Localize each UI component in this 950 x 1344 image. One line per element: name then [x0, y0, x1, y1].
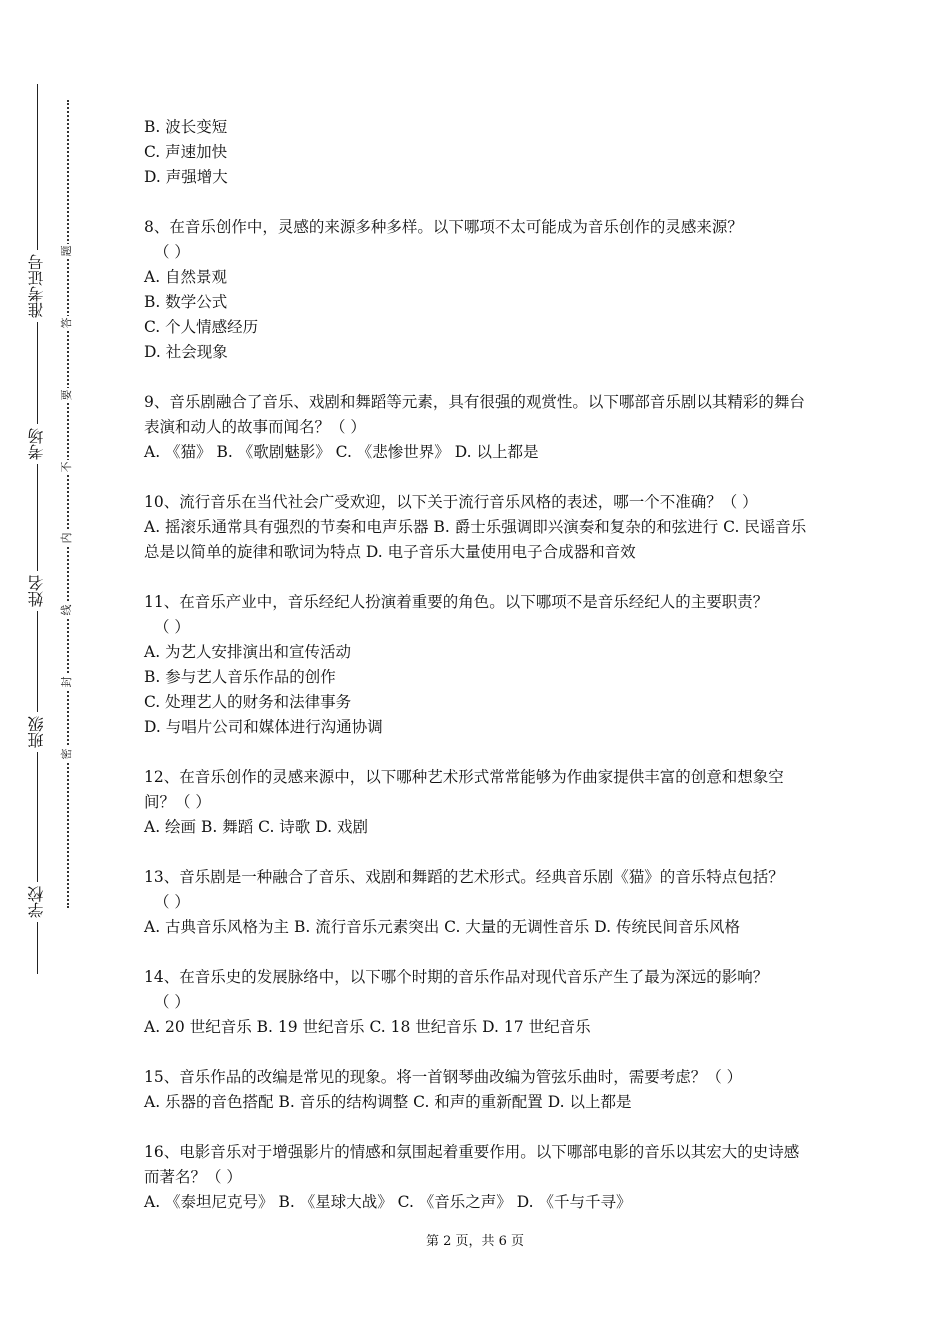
- question-7-continued: [144, 115, 814, 190]
- answer-blank: （ ）: [154, 993, 190, 1011]
- binding-dotted-line: [67, 100, 69, 908]
- question-10: [144, 490, 814, 565]
- field-class-label: 班级: [23, 712, 51, 752]
- option-b: B. 参与艺人音乐作品的创作: [144, 668, 336, 686]
- answer-blank: （ ）: [154, 618, 190, 636]
- question-list: [144, 115, 814, 1215]
- page-footer: 第 2 页，共 6 页: [425, 1234, 525, 1249]
- question-12: [144, 765, 814, 840]
- seal-char: 要: [60, 389, 73, 401]
- field-school-label: 学校: [23, 882, 51, 922]
- options-inline: A. 摇滚乐通常具有强烈的节奏和电声乐器 B. 爵士乐强调即兴演奏和复杂的和弦进行 C. 民谣音乐总是以简单的旋律和歌词为特点 D. 电子音乐大量使用电子合成器和音效: [144, 518, 807, 561]
- option-c: C. 处理艺人的财务和法律事务: [144, 693, 352, 711]
- question-text: 13、音乐剧是一种融合了音乐、戏剧和舞蹈的艺术形式。经典音乐剧《猫》的音乐特点包括？: [144, 868, 784, 886]
- question-16: [144, 1140, 814, 1215]
- options-inline: A. 20 世纪音乐 B. 19 世纪音乐 C. 18 世纪音乐 D. 17 世纪音乐: [144, 1018, 591, 1036]
- options-inline: A. 《泰坦尼克号》 B. 《星球大战》 C. 《音乐之声》 D. 《千与千寻》: [144, 1193, 632, 1211]
- seal-char: 不: [60, 461, 73, 473]
- question-text: 11、在音乐产业中，音乐经纪人扮演着重要的角色。以下哪项不是音乐经纪人的主要职责？: [144, 593, 769, 611]
- question-text: 12、在音乐创作的灵感来源中，以下哪种艺术形式常常能够为作曲家提供丰富的创意和想象空间？（ ）: [144, 768, 784, 811]
- question-text: 15、音乐作品的改编是常见的现象。将一首钢琴曲改编为管弦乐曲时，需要考虑？（ ）: [144, 1068, 743, 1086]
- binding-margin: [0, 0, 120, 1344]
- binding-solid-line: [37, 84, 38, 974]
- field-name-label: 姓名: [23, 571, 51, 611]
- question-15: [144, 1065, 814, 1115]
- option-c: C. 声速加快: [144, 143, 228, 161]
- answer-blank: （ ）: [154, 893, 190, 911]
- seal-char: 密: [60, 748, 73, 760]
- seal-char: 封: [60, 676, 73, 688]
- question-text: 8、在音乐创作中，灵感的来源多种多样。以下哪项不太可能成为音乐创作的灵感来源？: [144, 218, 743, 236]
- option-d: D. 社会现象: [144, 343, 228, 361]
- question-14: [144, 965, 814, 1040]
- question-13: [144, 865, 814, 940]
- options-inline: A. 《猫》 B. 《歌剧魅影》 C. 《悲惨世界》 D. 以上都是: [144, 443, 539, 461]
- question-8: [144, 215, 814, 365]
- question-text: 10、流行音乐在当代社会广受欢迎，以下关于流行音乐风格的表述，哪一个不准确？（ ）: [144, 493, 758, 511]
- option-a: A. 自然景观: [144, 268, 228, 286]
- option-b: B. 数学公式: [144, 293, 228, 311]
- answer-blank: （ ）: [154, 243, 190, 261]
- seal-char: 线: [60, 604, 73, 616]
- seal-char: 内: [60, 532, 73, 544]
- options-inline: A. 古典音乐风格为主 B. 流行音乐元素突出 C. 大量的无调性音乐 D. 传统民间音乐风格: [144, 918, 740, 936]
- field-exam-room-label: 考场: [23, 424, 51, 464]
- seal-char: 题: [60, 245, 73, 257]
- question-text: 14、在音乐史的发展脉络中，以下哪个时期的音乐作品对现代音乐产生了最为深远的影响？: [144, 968, 769, 986]
- option-b: B. 波长变短: [144, 118, 228, 136]
- options-inline: A. 绘画 B. 舞蹈 C. 诗歌 D. 戏剧: [144, 818, 368, 836]
- options-inline: A. 乐器的音色搭配 B. 音乐的结构调整 C. 和声的重新配置 D. 以上都是: [144, 1093, 632, 1111]
- question-9: [144, 390, 814, 465]
- option-a: A. 为艺人安排演出和宣传活动: [144, 643, 352, 661]
- field-exam-number-label: 准考证号: [23, 250, 51, 322]
- question-text: 16、电影音乐对于增强影片的情感和氛围起着重要作用。以下哪部电影的音乐以其宏大的史诗感而著名？（ ）: [144, 1143, 800, 1186]
- option-c: C. 个人情感经历: [144, 318, 259, 336]
- question-text: 9、音乐剧融合了音乐、戏剧和舞蹈等元素，具有很强的观赏性。以下哪部音乐剧以其精彩的舞台表演和动人的故事而闻名？（ ）: [144, 393, 805, 436]
- question-11: [144, 590, 814, 740]
- seal-char: 答: [60, 317, 73, 329]
- option-d: D. 与唱片公司和媒体进行沟通协调: [144, 718, 383, 736]
- option-d: D. 声强增大: [144, 168, 228, 186]
